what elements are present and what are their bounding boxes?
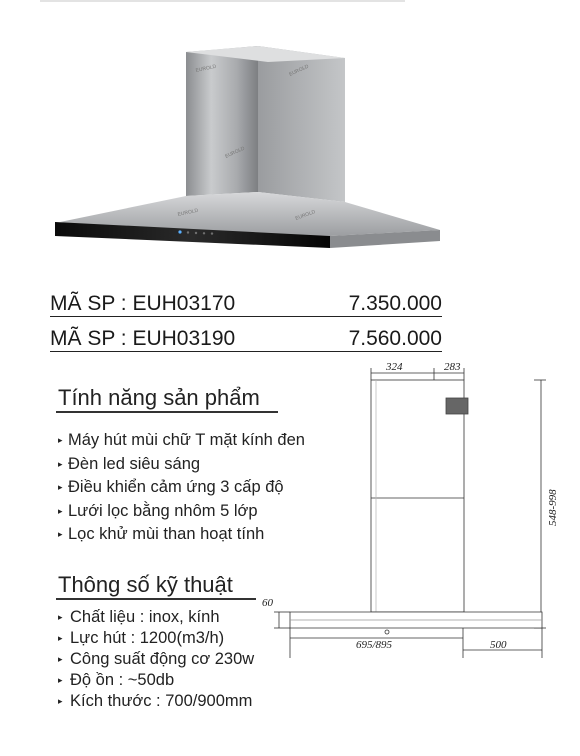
control-dot bbox=[187, 231, 189, 233]
dim-label-height: 548-998 bbox=[547, 489, 559, 526]
list-item: ▸ Độ ồn : ~50db bbox=[58, 671, 175, 689]
brand-mark: EUROLD bbox=[294, 209, 317, 222]
bullet-icon: ▸ bbox=[58, 529, 63, 540]
brand-mark: EUROLD bbox=[177, 207, 199, 218]
dim-label-60: 60 bbox=[262, 597, 273, 609]
features-title-underline bbox=[56, 411, 278, 413]
list-item: ▸ Lưới lọc bằng nhôm 5 lớp bbox=[58, 501, 258, 520]
features-title: Tính năng sản phẩm bbox=[58, 385, 260, 410]
dim-label-depth: 500 bbox=[490, 639, 507, 651]
bullet-icon: ▸ bbox=[58, 633, 63, 643]
chimney-outline bbox=[371, 380, 464, 612]
product-code: MÃ SP : EUH03190 bbox=[50, 327, 236, 350]
list-item: ▸ Kích thước : 700/900mm bbox=[58, 692, 253, 710]
list-item: ▸ Chất liệu : inox, kính bbox=[58, 608, 220, 626]
product-code: MÃ SP : EUH03170 bbox=[50, 292, 236, 315]
dim-label-324: 324 bbox=[386, 361, 403, 373]
specs-list bbox=[58, 607, 254, 712]
dim-label-width: 695/895 bbox=[356, 639, 393, 651]
list-item: ▸ Đèn led siêu sáng bbox=[58, 454, 201, 473]
bullet-icon: ▸ bbox=[58, 696, 63, 706]
bullet-icon: ▸ bbox=[58, 505, 63, 516]
brand-mark: EUROLD bbox=[195, 63, 217, 74]
bullet-icon: ▸ bbox=[58, 435, 63, 446]
vent-grille bbox=[446, 398, 468, 414]
dimension-drawing bbox=[262, 356, 570, 676]
specs-title: Thông số kỹ thuật bbox=[58, 572, 233, 597]
dim-label-283: 283 bbox=[444, 361, 461, 373]
bullet-icon: ▸ bbox=[58, 612, 63, 622]
control-dot bbox=[195, 232, 197, 234]
bullet-icon: ▸ bbox=[58, 458, 63, 469]
brand-mark: EUROLD bbox=[288, 63, 310, 78]
list-item: ▸ Điều khiển cảm ứng 3 cấp độ bbox=[58, 478, 284, 497]
list-item: ▸ Công suất động cơ 230w bbox=[58, 650, 255, 668]
bullet-icon: ▸ bbox=[58, 482, 63, 493]
control-dot bbox=[211, 232, 213, 234]
list-item: ▸ Lực hút : 1200(m3/h) bbox=[58, 629, 225, 647]
price-row bbox=[50, 325, 442, 352]
price-row bbox=[50, 290, 442, 317]
control-light bbox=[178, 230, 181, 233]
product-price: 7.560.000 bbox=[348, 327, 442, 350]
bullet-icon: ▸ bbox=[58, 654, 63, 664]
brand-mark: EUROLD bbox=[224, 145, 246, 160]
range-hood-photo bbox=[0, 0, 580, 270]
control-knob-icon bbox=[385, 630, 389, 634]
control-dot bbox=[203, 232, 205, 234]
bullet-icon: ▸ bbox=[58, 675, 63, 685]
list-item: ▸ Lọc khử mùi than hoạt tính bbox=[58, 525, 265, 544]
specs-title-underline bbox=[56, 598, 256, 600]
features-list bbox=[58, 429, 305, 547]
product-price: 7.350.000 bbox=[348, 292, 442, 315]
list-item: ▸ Máy hút mùi chữ T mặt kính đen bbox=[58, 431, 305, 450]
